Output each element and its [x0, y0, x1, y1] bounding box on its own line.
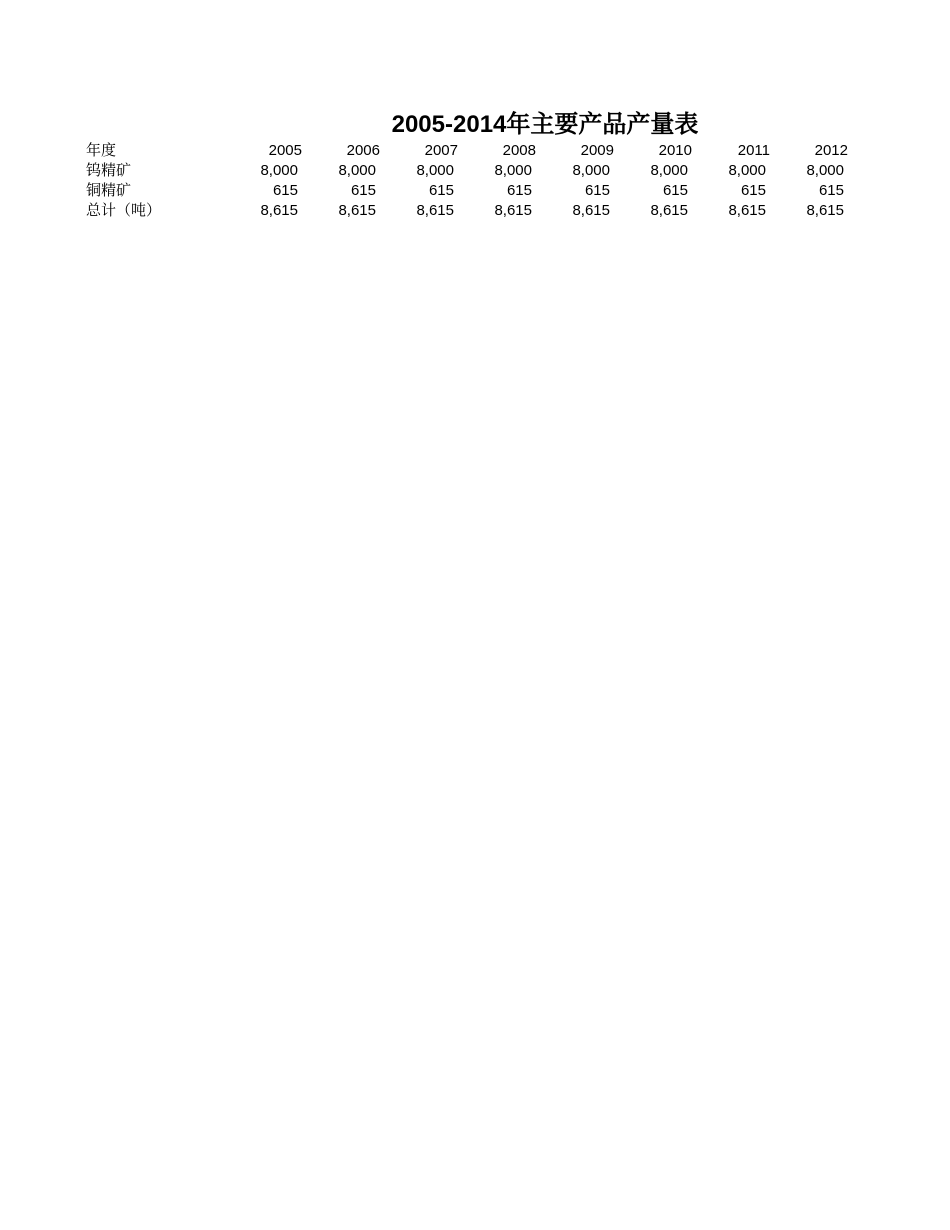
- value-cell: 8,615: [260, 202, 298, 219]
- year-cell: 2011: [737, 142, 770, 159]
- value-cell: 615: [350, 182, 376, 199]
- value-cell: 615: [272, 182, 298, 199]
- value-cell: 8,000: [650, 162, 688, 179]
- year-header-label: 年度: [86, 142, 117, 159]
- value-cell: 8,000: [728, 162, 766, 179]
- header-row: [86, 141, 866, 161]
- year-cell: 2007: [424, 142, 458, 159]
- production-table: [86, 141, 866, 221]
- value-cell: 8,000: [494, 162, 532, 179]
- year-cell: 2008: [502, 142, 536, 159]
- year-cell: 2006: [346, 142, 380, 159]
- table-row-total: [86, 201, 866, 221]
- value-cell: 615: [584, 182, 610, 199]
- value-cell: 615: [662, 182, 688, 199]
- table-title: 2005-2014年主要产品产量表: [391, 111, 699, 138]
- value-cell: 615: [818, 182, 844, 199]
- value-cell: 8,615: [572, 202, 610, 219]
- value-cell: 8,000: [338, 162, 376, 179]
- value-cell: 8,000: [572, 162, 610, 179]
- value-cell: 8,615: [494, 202, 532, 219]
- value-cell: 615: [506, 182, 532, 199]
- value-cell: 8,615: [806, 202, 844, 219]
- year-cell: 2005: [268, 142, 302, 159]
- year-cell: 2010: [658, 142, 692, 159]
- value-cell: 8,615: [416, 202, 454, 219]
- value-cell: 8,615: [338, 202, 376, 219]
- value-cell: 8,615: [650, 202, 688, 219]
- row-label: 铜精矿: [86, 182, 132, 199]
- value-cell: 8,000: [260, 162, 298, 179]
- year-cell: 2009: [580, 142, 614, 159]
- value-cell: 615: [428, 182, 454, 199]
- row-label: 总计（吨）: [86, 202, 162, 219]
- value-cell: 8,615: [728, 202, 766, 219]
- year-cell: 2012: [814, 142, 848, 159]
- value-cell: 8,000: [806, 162, 844, 179]
- value-cell: 8,000: [416, 162, 454, 179]
- row-label: 钨精矿: [86, 162, 132, 179]
- table-row-copper: [86, 181, 866, 201]
- table-row-tungsten: [86, 161, 866, 181]
- value-cell: 615: [740, 182, 766, 199]
